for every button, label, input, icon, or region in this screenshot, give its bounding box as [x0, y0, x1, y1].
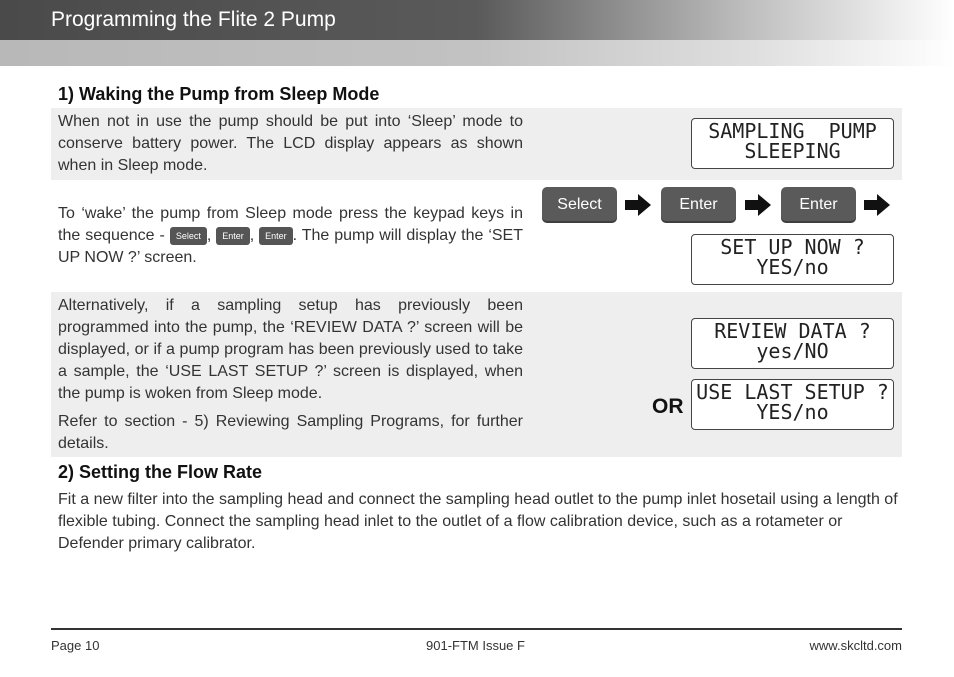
section1-heading: 1) Waking the Pump from Sleep Mode	[58, 84, 380, 104]
section2-heading: 2) Setting the Flow Rate	[58, 462, 263, 482]
lcd-line-1: SET UP NOW ?	[720, 235, 865, 259]
footer-divider	[51, 628, 902, 630]
lcd-review-data-screen	[691, 318, 894, 369]
page-title: Programming the Flite 2 Pump	[51, 8, 336, 31]
sleep-mode-paragraph: When not in use the pump should be put into ‘Sleep’ mode to conserve battery power. The LCD display appears as shown when in Sleep mode.	[58, 113, 523, 174]
arrow-right-icon	[745, 194, 771, 216]
flow-rate-paragraph: Fit a new filter into the sampling head and connect the sampling head outlet to the pump inlet hosetail using a length of flexible tubing. Connect the sampling head inlet to the outlet of a flow calibration device, such as a rotameter or Defender primary calibrator.	[58, 491, 898, 552]
lcd-line-2: YES/no	[756, 400, 829, 424]
or-label: OR	[652, 395, 684, 418]
lcd-line-2: SLEEPING	[744, 139, 841, 163]
lcd-use-last-setup-screen	[691, 379, 894, 430]
enter-key-2: Enter	[781, 187, 856, 223]
lcd-line-1: REVIEW DATA ?	[714, 319, 871, 343]
website-url: www.skcltd.com	[809, 638, 902, 653]
inline-enter-key-2: Enter	[259, 227, 293, 245]
wake-text-after: . The pump will display the ‘SET UP NOW ?’ screen.	[58, 227, 523, 266]
arrow-right-icon	[625, 194, 651, 216]
wake-paragraph: To ‘wake’ the pump from Sleep mode press the keypad keys in the sequence - Select , Enter , Enter . The pump will display the ‘SET UP NOW ?’ screen.	[58, 205, 523, 266]
page-number: Page 10	[51, 638, 100, 653]
inline-enter-key: Enter	[216, 227, 250, 245]
enter-key: Enter	[661, 187, 736, 223]
inline-select-key: Select	[170, 227, 207, 245]
lcd-line-1: SAMPLING PUMP	[708, 119, 877, 143]
lcd-setup-now-screen	[691, 234, 894, 285]
header-subbar	[0, 40, 954, 66]
lcd-line-2: yes/NO	[756, 339, 829, 363]
lcd-line-2: YES/no	[756, 255, 829, 279]
refer-paragraph: Refer to section - 5) Reviewing Sampling Programs, for further details.	[58, 413, 523, 452]
lcd-sleeping-screen	[691, 118, 894, 169]
select-key: Select	[542, 187, 617, 223]
document-issue: 901-FTM Issue F	[426, 638, 525, 653]
arrow-right-icon	[864, 194, 890, 216]
alternative-paragraph: Alternatively, if a sampling setup has previously been programmed into the pump, the ‘REVIEW DATA ?’ screen will be displayed, or if a pump program has been previously used to take a sample, the ‘USE LAST SETUP ?’ screen is displayed, when the pump is woken from Sleep mode.	[58, 297, 523, 402]
wake-text-before: To ‘wake’ the pump from Sleep mode press the keypad keys in the sequence -	[58, 205, 523, 244]
lcd-line-1: USE LAST SETUP ?	[696, 380, 889, 404]
